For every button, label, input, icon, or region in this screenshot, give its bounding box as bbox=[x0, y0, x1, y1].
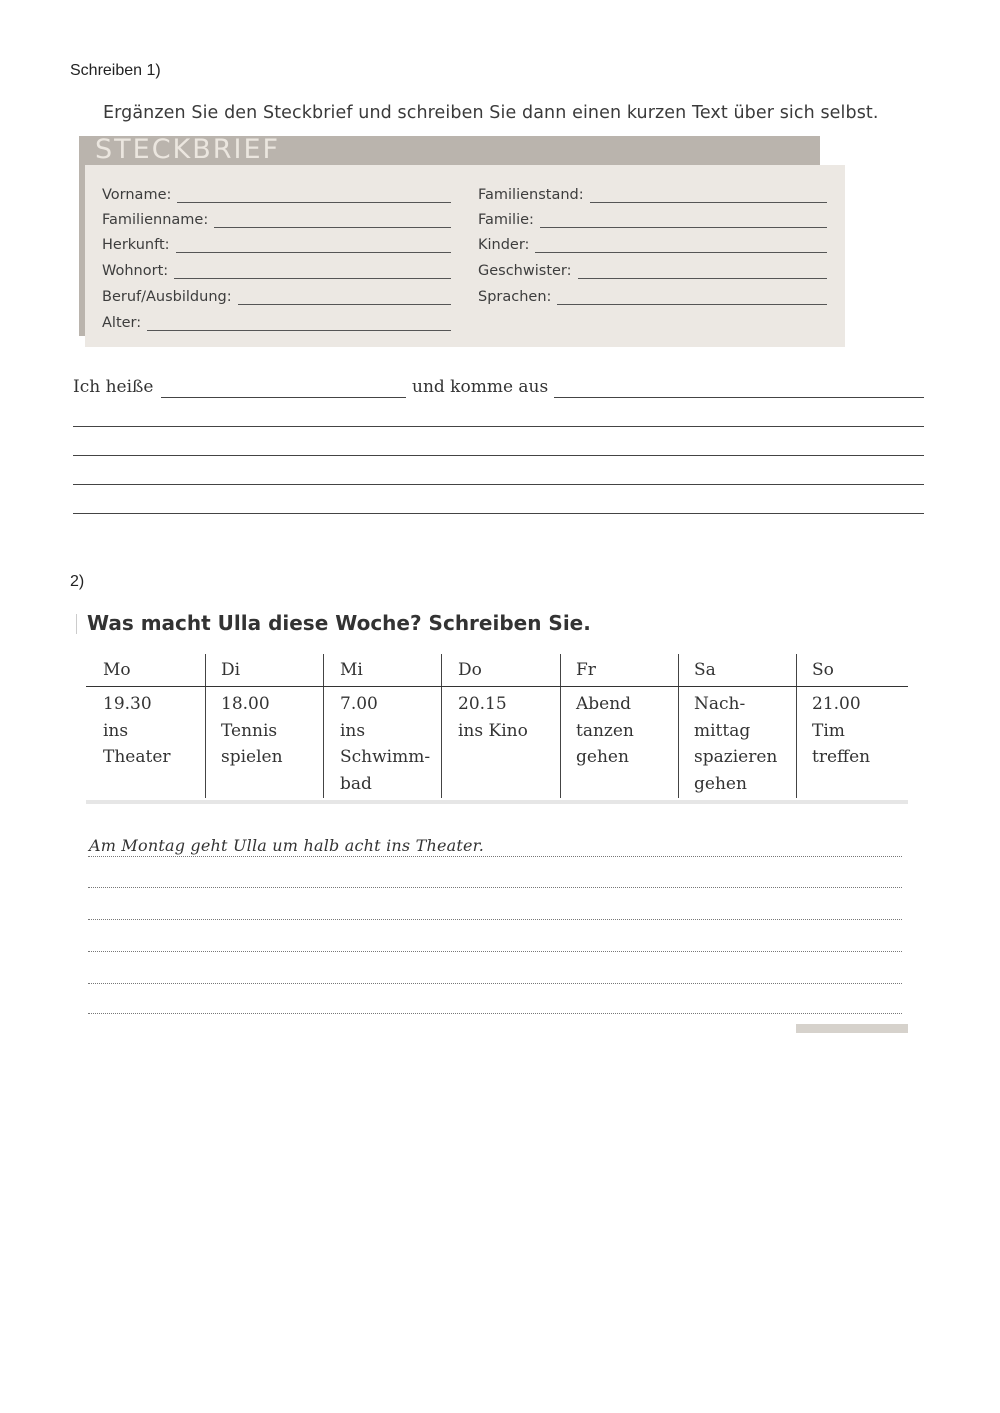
field-line[interactable] bbox=[177, 188, 451, 203]
field-label: Familienstand: bbox=[478, 187, 584, 203]
field-familienstand[interactable] bbox=[478, 183, 827, 203]
column-separator bbox=[560, 654, 561, 798]
writing-line[interactable] bbox=[88, 1013, 902, 1014]
answer-line-origin[interactable] bbox=[554, 397, 924, 398]
steckbrief-card bbox=[85, 165, 845, 347]
writing-line[interactable] bbox=[88, 887, 902, 888]
field-familienname[interactable] bbox=[102, 208, 451, 228]
activity-cell: Abend tanzen gehen bbox=[576, 694, 634, 767]
field-label: Familienname: bbox=[102, 212, 209, 228]
field-geschwister[interactable] bbox=[478, 259, 827, 279]
field-familie[interactable] bbox=[478, 208, 827, 228]
field-label: Herkunft: bbox=[102, 237, 170, 253]
field-line[interactable] bbox=[214, 213, 451, 228]
column-separator bbox=[205, 654, 206, 798]
day-header: Mi bbox=[340, 660, 363, 680]
week-schedule-table bbox=[86, 654, 908, 806]
table-bottom-edge bbox=[86, 800, 908, 804]
example-sentence: Am Montag geht Ulla um halb acht ins Theater. bbox=[89, 836, 485, 855]
activity-cell: 19.30 ins Theater bbox=[103, 694, 171, 767]
writing-sentence-row bbox=[73, 377, 924, 401]
writing-line[interactable] bbox=[73, 484, 924, 485]
activity-cell: 18.00 Tennis spielen bbox=[221, 694, 283, 767]
margin-mark bbox=[76, 614, 77, 634]
activity-cell: Nach- mittag spazieren gehen bbox=[694, 694, 778, 794]
header-rule bbox=[86, 686, 908, 687]
field-line[interactable] bbox=[557, 290, 827, 305]
column-separator bbox=[678, 654, 679, 798]
activity-cell: 21.00 Tim treffen bbox=[812, 694, 871, 767]
field-line[interactable] bbox=[578, 264, 827, 279]
column-separator bbox=[323, 654, 324, 798]
field-vorname[interactable] bbox=[102, 183, 451, 203]
field-line[interactable] bbox=[535, 238, 827, 253]
field-label: Sprachen: bbox=[478, 289, 552, 305]
writing-line[interactable] bbox=[88, 951, 902, 952]
writing-line[interactable] bbox=[73, 455, 924, 456]
answer-line-name[interactable] bbox=[161, 397, 406, 398]
field-label: Wohnort: bbox=[102, 263, 169, 279]
writing-line[interactable] bbox=[73, 426, 924, 427]
field-kinder[interactable] bbox=[478, 233, 827, 253]
field-line[interactable] bbox=[176, 238, 451, 253]
field-line[interactable] bbox=[590, 188, 827, 203]
day-header: Di bbox=[221, 660, 241, 680]
sentence-mid: und komme aus bbox=[412, 377, 549, 397]
field-sprachen[interactable] bbox=[478, 285, 827, 305]
section-1-title: Schreiben 1) bbox=[70, 62, 161, 79]
writing-line[interactable] bbox=[88, 856, 902, 857]
field-label: Kinder: bbox=[478, 237, 530, 253]
column-separator bbox=[441, 654, 442, 798]
field-line[interactable] bbox=[540, 213, 827, 228]
field-line[interactable] bbox=[238, 290, 451, 305]
field-label: Beruf/Ausbildung: bbox=[102, 289, 232, 305]
column-separator bbox=[796, 654, 797, 798]
field-label: Geschwister: bbox=[478, 263, 572, 279]
activity-cell: 7.00 ins Schwimm- bad bbox=[340, 694, 431, 794]
day-header: Do bbox=[458, 660, 482, 680]
day-header: Sa bbox=[694, 660, 716, 680]
field-label: Vorname: bbox=[102, 187, 172, 203]
field-label: Alter: bbox=[102, 315, 142, 331]
activity-cell: 20.15 ins Kino bbox=[458, 694, 528, 741]
writing-line[interactable] bbox=[88, 919, 902, 920]
day-header: So bbox=[812, 660, 834, 680]
field-beruf[interactable] bbox=[102, 285, 451, 305]
section-2-title: 2) bbox=[70, 573, 85, 590]
field-line[interactable] bbox=[174, 264, 451, 279]
instruction-1: Ergänzen Sie den Steckbrief und schreiben Sie dann einen kurzen Text über sich selbst. bbox=[103, 103, 879, 123]
day-header: Fr bbox=[576, 660, 596, 680]
field-label: Familie: bbox=[478, 212, 534, 228]
steckbrief-title: STECKBRIEF bbox=[95, 134, 281, 165]
day-header: Mo bbox=[103, 660, 131, 680]
field-alter[interactable] bbox=[102, 311, 451, 331]
sentence-start: Ich heiße bbox=[73, 377, 154, 397]
instruction-2: Was macht Ulla diese Woche? Schreiben Sie. bbox=[87, 611, 591, 635]
writing-line[interactable] bbox=[73, 513, 924, 514]
page-footer-strip bbox=[796, 1024, 908, 1033]
field-wohnort[interactable] bbox=[102, 259, 451, 279]
field-herkunft[interactable] bbox=[102, 233, 451, 253]
writing-line[interactable] bbox=[88, 983, 902, 984]
field-line[interactable] bbox=[147, 316, 451, 331]
